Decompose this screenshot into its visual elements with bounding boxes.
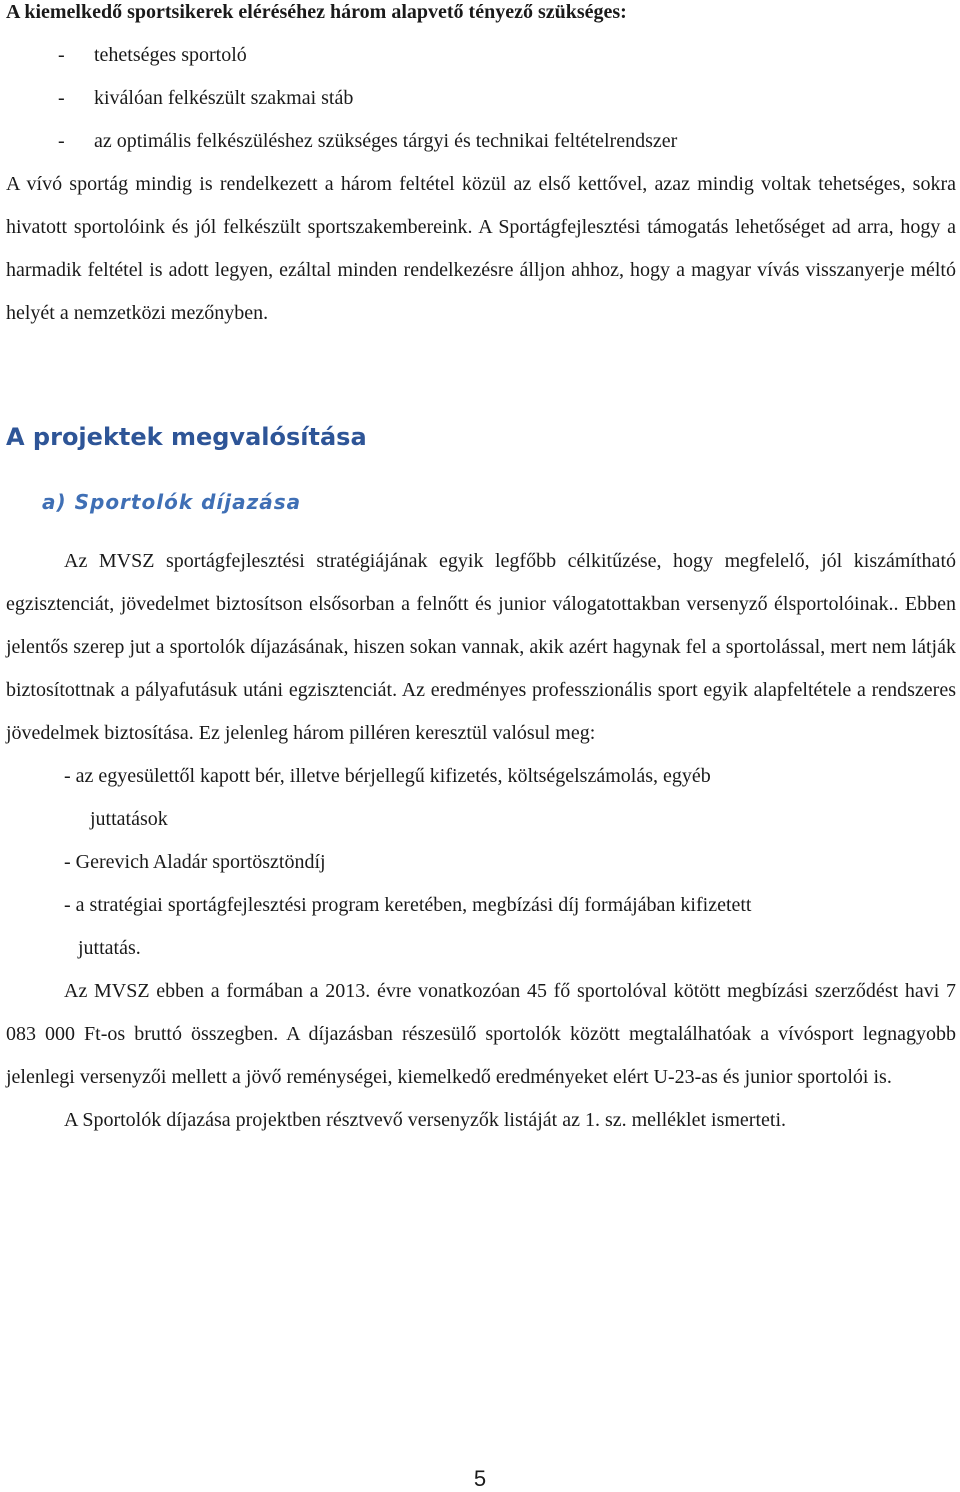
list-item: - az egyesülettől kapott bér, illetve bérjellegű kifizetés, költségelszámolás, egyéb xyxy=(64,765,711,787)
intro-heading: A kiemelkedő sportsikerek eléréséhez három alapvető tényező szükséges: xyxy=(6,1,627,23)
list-dash: - xyxy=(58,87,65,109)
page-number: 5 xyxy=(473,1466,487,1491)
list-item xyxy=(6,120,956,163)
body-paragraph: Az MVSZ ebben a formában a 2013. évre vonatkozóan 45 fő sportolóval kötött megbízási szerződést havi 7 083 000 Ft-os bruttó összegben. A díjazásban részesülő sportolók között megtalálhatóak a vívósport legnagyobb jelenlegi versenyzői mellett a jövő reménységei, kiemelkedő eredményeket elért U-23-as és junior sportolói is. xyxy=(6,980,956,1088)
body-paragraph: A Sportolók díjazása projektben résztvevő versenyzők listáját az 1. sz. melléklet ismerteti. xyxy=(64,1109,787,1131)
requirement-text: kiválóan felkészült szakmai stáb xyxy=(94,87,354,109)
section-title: A projektek megvalósítása xyxy=(6,423,367,451)
requirements-list xyxy=(6,34,956,163)
list-item xyxy=(6,34,956,77)
list-dash: - xyxy=(58,130,65,152)
list-dash: - xyxy=(58,44,65,66)
body-block xyxy=(6,540,956,1142)
requirement-text: tehetséges sportoló xyxy=(94,44,247,66)
intro-block xyxy=(6,0,956,335)
list-item-continuation: juttatások xyxy=(90,808,168,830)
intro-paragraph: A vívó sportág mindig is rendelkezett a három feltétel közül az első kettővel, azaz mindig voltak tehetséges, sokra hivatott sportolóink és jól felkészült sportszakembereink. A Sportágfejlesztési támogatás lehetőséget ad arra, hogy a harmadik feltétel is adott legyen, ezáltal minden rendelkezésre álljon ahhoz, hogy a magyar vívás visszanyerje méltó helyét a nemzetközi mezőnyben. xyxy=(6,173,956,324)
list-item: - a stratégiai sportágfejlesztési program keretében, megbízási díj formájában kifizetett xyxy=(64,894,752,916)
list-item: - Gerevich Aladár sportösztöndíj xyxy=(64,851,326,873)
pillars-list xyxy=(6,755,956,970)
list-item-continuation: juttatás. xyxy=(78,937,141,959)
body-paragraph: Az MVSZ sportágfejlesztési stratégiájának egyik legfőbb célkitűzése, hogy megfelelő, jól kiszámítható egzisztenciát, jövedelmet biztosítson elsősorban a felnőtt és junior válogatottakban versenyző élsportolóinak.. Ebben jelentős szerep jut a sportolók díjazásának, hiszen sokan vannak, akik azért hagynak fel a sportolással, mert nem látják biztosítottnak a pályafutásuk utáni egzisztenciát. Az eredményes professzionális sport egyik alapfeltétele a rendszeres jövedelmek biztosítása. Ez jelenleg három pilléren keresztül valósul meg: xyxy=(6,550,956,744)
subsection-title: a) Sportolók díjazása xyxy=(42,490,302,514)
list-item xyxy=(6,77,956,120)
requirement-text: az optimális felkészüléshez szükséges tárgyi és technikai feltételrendszer xyxy=(94,130,678,152)
